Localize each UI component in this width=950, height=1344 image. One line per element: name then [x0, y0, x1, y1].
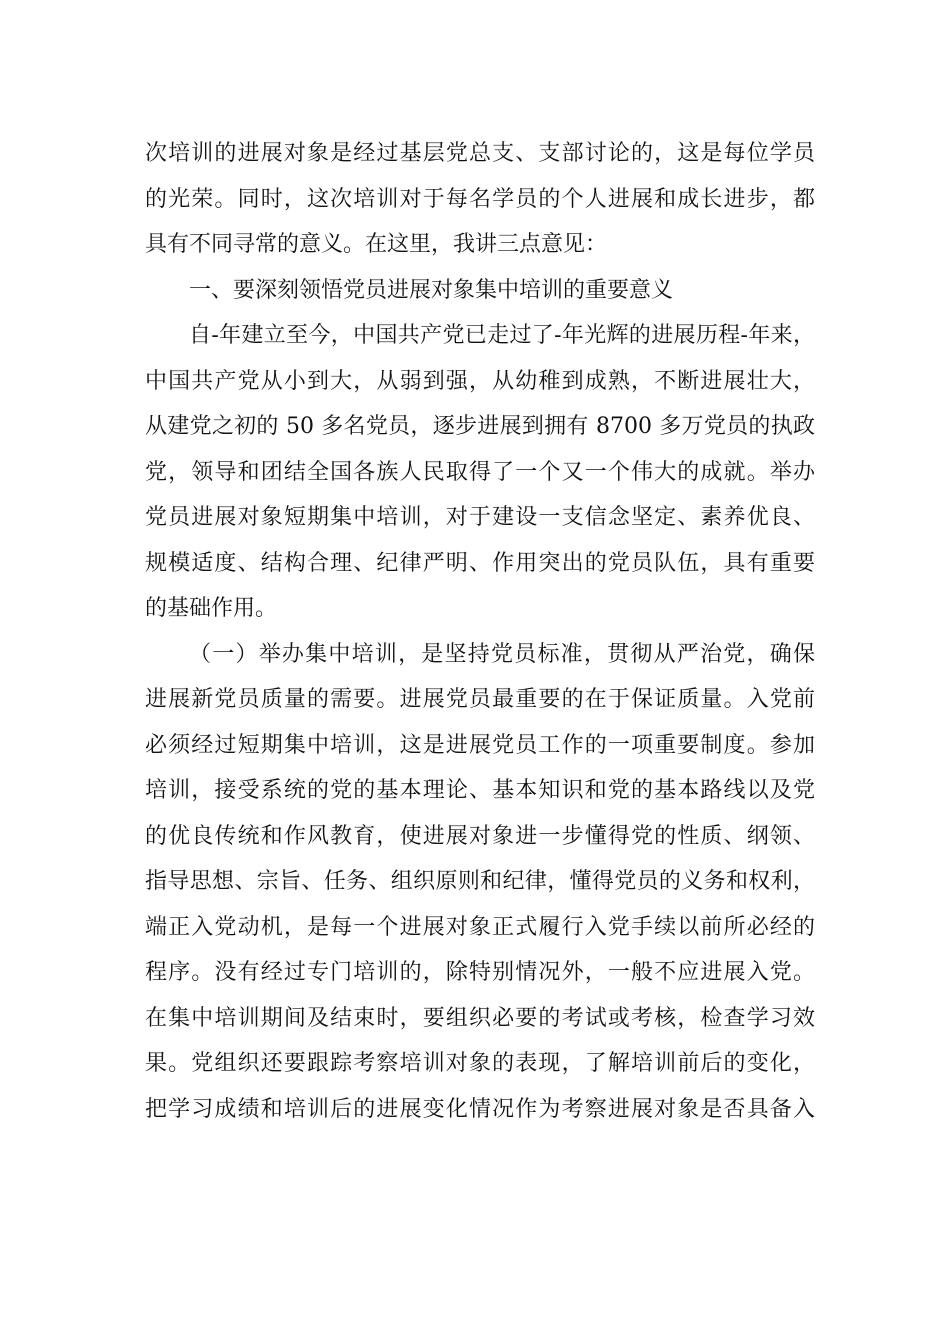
- text-line: 在集中培训期间及结束时，要组织必要的考试或考核，检查学习效: [145, 1005, 815, 1031]
- text-line: 指导思想、宗旨、任务、组织原则和纪律，懂得党员的义务和权利，: [145, 869, 815, 894]
- subsection-line: （一）举办集中培训，是坚持党员标准，贯彻从严治党，确保: [189, 641, 815, 667]
- text-line: 必须经过短期集中培训，这是进展党员工作的一项重要制度。参加: [145, 732, 815, 758]
- text-line: 规模适度、结构合理、纪律严明、作用突出的党员队伍，具有重要: [145, 550, 815, 576]
- text-line: 果。党组织还要跟踪考察培训对象的表现，了解培训前后的变化，: [145, 1051, 815, 1076]
- text-line: 培训，接受系统的党的基本理论、基本知识和党的基本路线以及党: [145, 778, 815, 803]
- text-line: 中国共产党从小到大，从弱到强，从幼稚到成熟，不断进展壮大，: [145, 368, 815, 394]
- text-line: 把学习成绩和培训后的进展变化情况作为考察进展对象是否具备入: [145, 1096, 815, 1122]
- body-text: [145, 131, 815, 1132]
- text-line: 党员进展对象短期集中培训，对于建设一支信念坚定、素养优良、: [145, 505, 815, 530]
- section-heading: 一、要深刻领悟党员进展对象集中培训的重要意义: [189, 277, 674, 303]
- text-line: 的优良传统和作风教育，使进展对象进一步懂得党的性质、纲领、: [145, 823, 815, 849]
- text-line: 具有不同寻常的意义。在这里，我讲三点意见：: [145, 232, 608, 257]
- text-line: 的基础作用。: [145, 596, 278, 621]
- text-line: 党，领导和团结全国各族人民取得了一个又一个伟大的成就。举办: [145, 459, 815, 485]
- text-line: 程序。没有经过专门培训的，除特别情况外，一般不应进展入党。: [145, 960, 815, 985]
- text-line: 从建党之初的 50 多名党员，逐步进展到拥有 8700 多万党员的执政: [145, 414, 815, 439]
- text-line: 次培训的进展对象是经过基层党总支、支部讨论的，这是每位学员: [145, 141, 815, 166]
- text-line: 进展新党员质量的需要。进展党员最重要的在于保证质量。入党前: [145, 687, 815, 712]
- text-line: 端正入党动机，是每一个进展对象正式履行入党手续以前所必经的: [145, 914, 815, 940]
- text-line: 的光荣。同时，这次培训对于每名学员的个人进展和成长进步，都: [145, 186, 815, 212]
- text-line: 自-年建立至今，中国共产党已走过了-年光辉的进展历程-年来，: [189, 323, 815, 348]
